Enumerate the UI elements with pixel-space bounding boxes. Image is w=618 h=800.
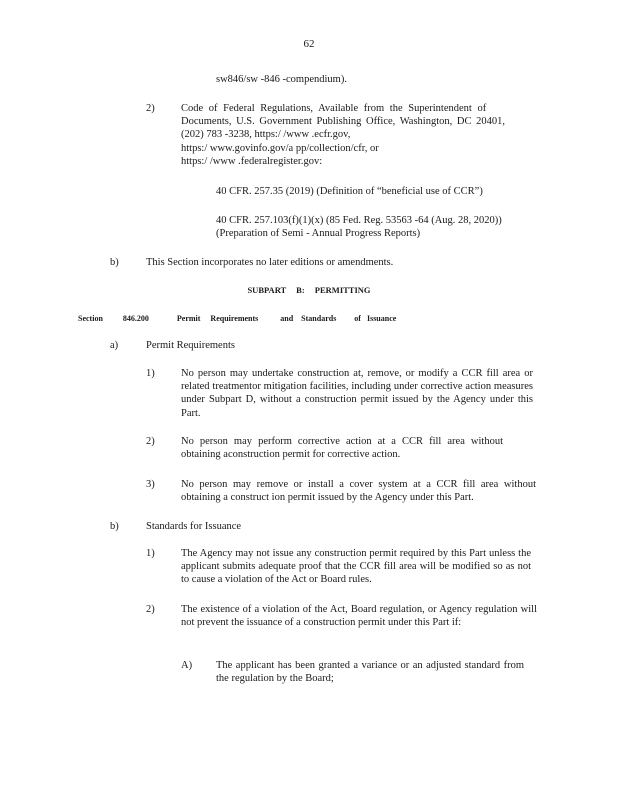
citation-cfr-257-103 [216,214,536,240]
subsection-b-label: b) [110,521,119,532]
permit-requirement-2-text: No person may perform corrective action at a CCR fill area without obtaining aconstruction permit for corrective action. [181,436,503,461]
subsection-b-label: b) [110,257,119,268]
permit-requirement-2-label: 2) [146,436,155,447]
reference-link-federalregister[interactable]: https:/ /www .federalregister.gov: [181,155,323,167]
section-heading [78,312,396,325]
subsection-a-label: a) [110,340,119,351]
permit-requirement-3-label: 3) [146,479,155,490]
reference-line: Documents, U.S. Government Publishing Office, Washington, DC 20401, [181,116,505,128]
citation-line: 40 CFR. 257.103(f)(1)(x) (85 Fed. Reg. 53563 -64 (Aug. 28, 2020)) [216,215,502,226]
section-label: Section [78,314,103,323]
citation-line: (Preparation of Semi - Annual Progress Reports) [216,228,421,240]
section-title: Permit Requirements and Standards of Issuance [176,314,397,323]
reference-link-govinfo[interactable]: https:/ www.govinfo.gov/a pp/collection/cfr, or [181,142,379,154]
page-number: 62 [303,38,315,50]
reference-line: (202) 783 -3238, https:/ /www .ecfr.gov, [181,129,351,141]
standard-2a-label: A) [181,660,193,671]
standard-2-text: The existence of a violation of the Act, Board regulation, or Agency regulation will not prevent the issuance of a construction permit under this Part if: [181,604,537,629]
incorporation-statement: This Section incorporates no later editions or amendments. [146,257,394,268]
reference-item-label: 2) [146,103,155,114]
permit-requirement-3-text: No person may remove or install a cover system at a CCR fill area without obtaining a construct ion permit issued by the Agency under this Part. [181,479,536,504]
standard-1-label: 1) [146,548,155,559]
subsection-a-heading: Permit Requirements [146,340,235,351]
reference-line: Code of Federal Regulations, Available from the Superintendent of [181,103,487,114]
permit-requirement-1-label: 1) [146,368,155,379]
subpart-heading: SUBPART B: PERMITTING [247,285,371,295]
permit-requirement-1-text: No person may undertake construction at, remove, or modify a CCR fill area or related treatmentor mitigation facilities, including under corrective action measures under Subpart D, without a construction permit issued by the Agency under this Part. [181,368,533,419]
section-number: 846.200 [122,314,149,323]
standard-2a-text: The applicant has been granted a variance or an adjusted standard from the regulation by the Board; [216,660,524,685]
reference-continuation: sw846/sw -846 -compendium). [216,74,347,85]
standard-2-label: 2) [146,604,155,615]
reference-item-code-of-federal-regulations [181,102,533,168]
standard-1-text: The Agency may not issue any construction permit required by this Part unless the applicant submits adequate proof that the CCR fill area will be modified so as not to cause a violation of the Act or Board rules. [181,548,531,586]
citation-cfr-257-35: 40 CFR. 257.35 (2019) (Definition of “beneficial use of CCR”) [216,186,483,197]
subsection-b-heading: Standards for Issuance [146,521,242,532]
